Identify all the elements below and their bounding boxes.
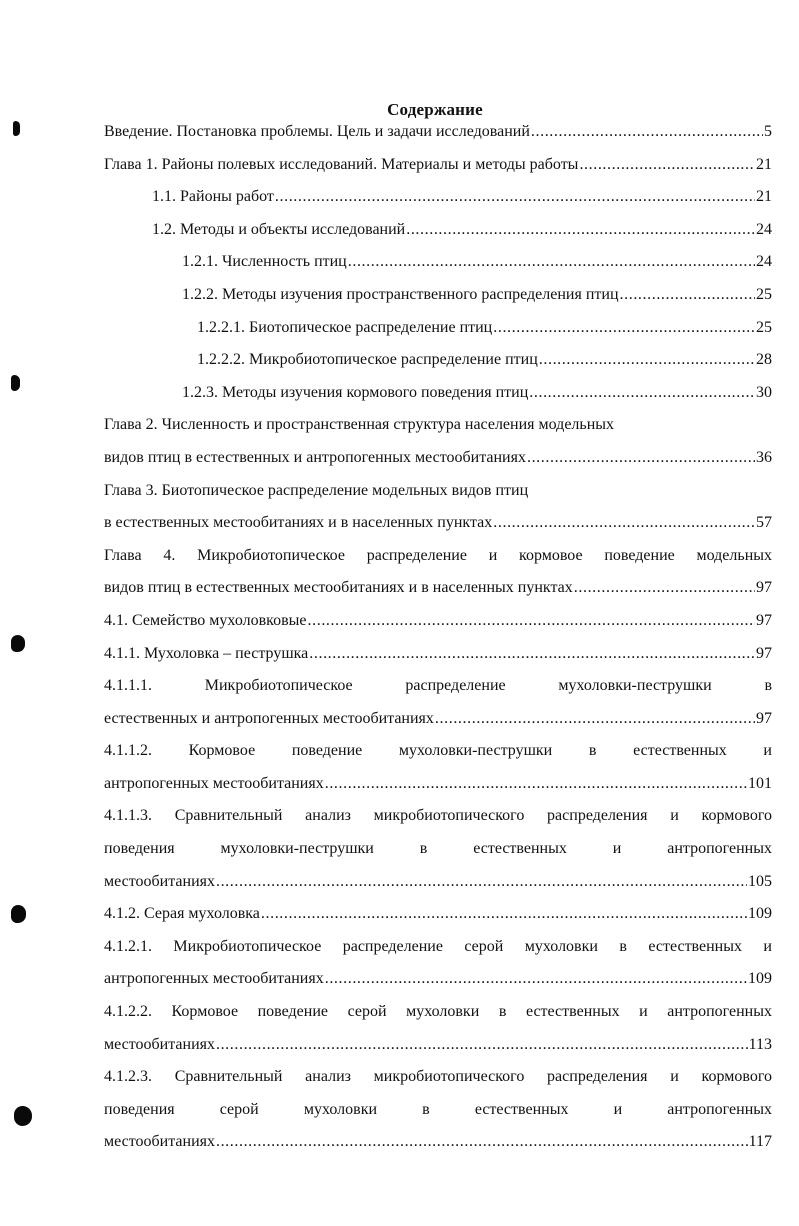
- dot-leader: [309, 638, 755, 671]
- dot-leader: [216, 1126, 748, 1159]
- toc-page-number: 25: [756, 285, 772, 303]
- dot-leader: [406, 214, 755, 247]
- toc-entry-title-line: 4.1.2.3. Сравнительный анализ микробиотопического распределения и кормового: [104, 1068, 772, 1086]
- toc-entry: [104, 1126, 772, 1159]
- toc-entry: [104, 312, 772, 345]
- toc-page-number: 5: [764, 123, 772, 140]
- dot-leader: [308, 605, 755, 638]
- toc-entry: [104, 149, 772, 182]
- binder-hole-mark: [11, 375, 20, 391]
- dot-leader: [527, 442, 755, 475]
- toc-entry: [104, 898, 772, 931]
- dot-leader: [539, 344, 755, 377]
- toc-entry-title-line: Глава 4. Микробиотопическое распределение и кормовое поведение модельных: [104, 546, 772, 564]
- toc-entry: [104, 442, 772, 475]
- toc-entry-title-line: 4.1.2.2. Кормовое поведение серой мухоловки в естественных и антропогенных: [104, 1003, 772, 1021]
- toc-page-number: 117: [748, 1133, 772, 1151]
- toc-entry-title-line: 4.1.1.2. Кормовое поведение мухоловки-пеструшки в естественных и: [104, 742, 772, 760]
- dot-leader: [261, 898, 747, 931]
- dot-leader: [529, 377, 755, 410]
- toc-page-number: 30: [756, 383, 772, 401]
- toc-page-number: 109: [748, 970, 772, 988]
- toc-entry-title: 1.2.1. Численность птиц: [182, 253, 347, 271]
- toc-entry-title: антропогенных местообитаниях: [104, 774, 324, 792]
- toc-entry-title: естественных и антропогенных местообитаниях: [104, 709, 434, 727]
- toc-entry-title-line: поведения мухоловки-пеструшки в естественных и антропогенных: [104, 840, 772, 858]
- toc-page-number: 25: [756, 318, 772, 336]
- toc-entry-title-line: Глава 3. Биотопическое распределение модельных видов птиц: [104, 481, 529, 499]
- toc-page-number: 21: [756, 188, 772, 206]
- toc-entry-title-line: поведения серой мухоловки в естественных и антропогенных: [104, 1100, 772, 1118]
- table-of-contents: [104, 116, 772, 1159]
- toc-entry: [104, 507, 772, 540]
- toc-page-number: 101: [748, 774, 772, 792]
- toc-page-number: 24: [756, 253, 772, 271]
- binder-hole-mark: [11, 635, 25, 652]
- toc-entry-title-line: 4.1.1.1. Микробиотопическое распределение мухоловки-пеструшки в: [104, 677, 772, 695]
- dot-leader: [579, 149, 755, 182]
- toc-entry-title-line: 4.1.2.1. Микробиотопическое распределение серой мухоловки в естественных и: [104, 937, 772, 955]
- toc-entry-title: 4.1.2. Серая мухоловка: [104, 905, 260, 923]
- toc-entry: [104, 572, 772, 605]
- toc-page-number: 97: [756, 579, 772, 597]
- toc-entry-title: 1.2. Методы и объекты исследований: [152, 220, 406, 238]
- dot-leader: [325, 963, 747, 996]
- binder-hole-mark: [14, 1106, 32, 1126]
- binder-hole-mark: [13, 121, 20, 136]
- toc-entry-title: 4.1. Семейство мухоловковые: [104, 611, 307, 629]
- toc-page-number: 24: [756, 220, 772, 238]
- binder-hole-mark: [11, 905, 26, 923]
- toc-entry: [104, 344, 772, 377]
- toc-entry: [104, 214, 772, 247]
- toc-entry-title: местообитаниях: [104, 872, 215, 890]
- dot-leader: [216, 1029, 748, 1062]
- toc-page-number: 109: [748, 905, 772, 923]
- toc-entry: [104, 246, 772, 279]
- toc-entry-title-line: Глава 2. Численность и пространственная структура населения модельных: [104, 416, 615, 434]
- toc-page-number: 113: [748, 1035, 772, 1053]
- toc-entry-title: в естественных местообитаниях и в населенных пунктах: [104, 514, 493, 532]
- toc-page-number: 97: [756, 644, 772, 662]
- toc-entry-title-line: 4.1.1.3. Сравнительный анализ микробиотопического распределения и кормового: [104, 807, 772, 825]
- toc-entry: [104, 116, 772, 149]
- toc-entry-title: Глава 1. Районы полевых исследований. Материалы и методы работы: [104, 155, 579, 173]
- dot-leader: [275, 181, 755, 214]
- toc-entry-title: видов птиц в естественных и антропогенных местообитаниях: [104, 448, 526, 466]
- toc-page-number: 97: [756, 709, 772, 727]
- toc-entry: [104, 866, 772, 899]
- dot-leader: [620, 279, 755, 312]
- toc-page-number: 36: [756, 448, 772, 466]
- toc-entry-title: 1.2.2.1. Биотопическое распределение птиц: [197, 318, 493, 336]
- toc-entry-title: местообитаниях: [104, 1133, 215, 1151]
- toc-entry: [104, 1029, 772, 1062]
- toc-entry: [104, 605, 772, 638]
- toc-page-number: 105: [748, 872, 772, 890]
- page-title: Содержание: [387, 100, 483, 120]
- toc-entry: [104, 638, 772, 671]
- dot-leader: [435, 703, 755, 736]
- toc-entry-title: 4.1.1. Мухоловка – пеструшка: [104, 644, 309, 662]
- toc-entry-title: местообитаниях: [104, 1035, 215, 1053]
- dot-leader: [216, 866, 747, 899]
- toc-entry: [104, 703, 772, 736]
- dot-leader: [531, 116, 763, 149]
- toc-entry-title: 1.2.3. Методы изучения кормового поведения птиц: [182, 383, 529, 401]
- toc-entry-title: 1.1. Районы работ: [152, 188, 274, 206]
- dot-leader: [493, 312, 755, 345]
- toc-page-number: 28: [756, 351, 772, 369]
- toc-entry-title: Введение. Постановка проблемы. Цель и задачи исследований: [104, 123, 530, 140]
- toc-entry: [104, 963, 772, 996]
- toc-entry-title: антропогенных местообитаниях: [104, 970, 324, 988]
- toc-page-number: 21: [756, 155, 772, 173]
- toc-entry-title: видов птиц в естественных местообитаниях и в населенных пунктах: [104, 579, 573, 597]
- toc-page-number: 57: [756, 514, 772, 532]
- dot-leader: [348, 246, 755, 279]
- toc-page-number: 97: [756, 611, 772, 629]
- toc-entry: [104, 279, 772, 312]
- dot-leader: [325, 768, 747, 801]
- toc-entry: [104, 181, 772, 214]
- toc-entry: [104, 377, 772, 410]
- dot-leader: [574, 572, 755, 605]
- toc-entry-title: 1.2.2. Методы изучения пространственного распределения птиц: [182, 285, 619, 303]
- toc-entry: [104, 768, 772, 801]
- dot-leader: [493, 507, 755, 540]
- toc-entry-title: 1.2.2.2. Микробиотопическое распределение птиц: [197, 351, 538, 369]
